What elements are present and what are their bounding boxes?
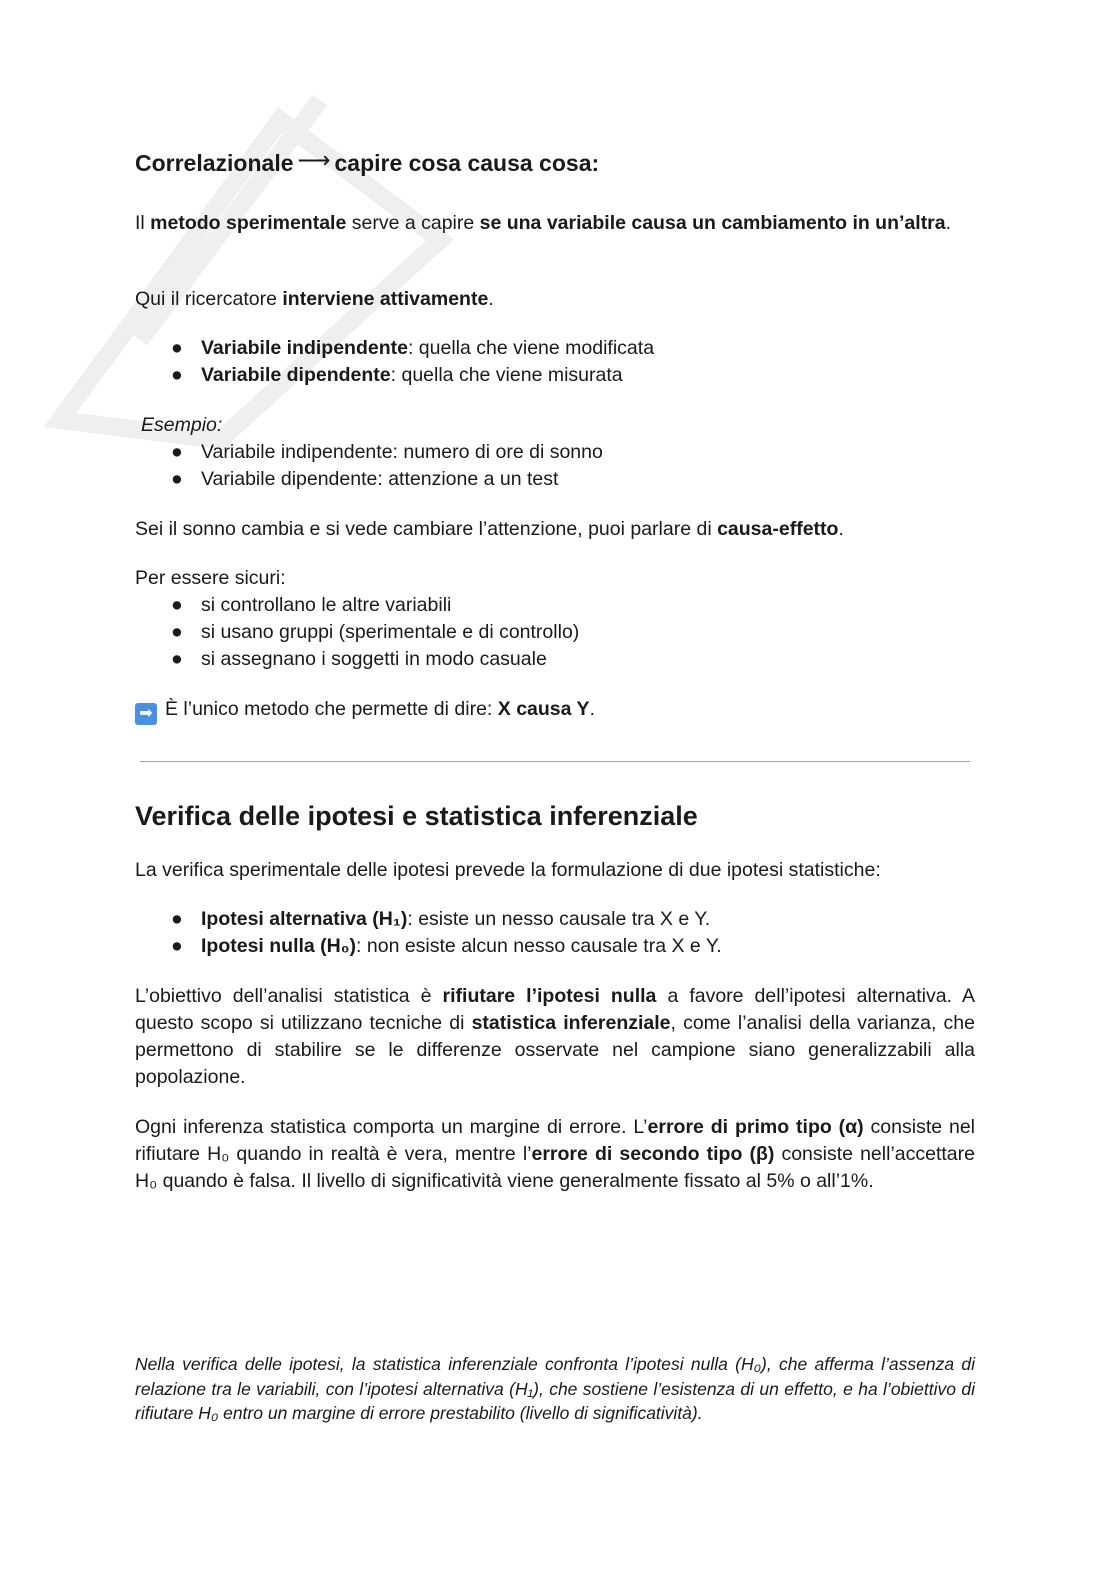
bold-run: causa-effetto: [717, 518, 839, 540]
text-run: consiste nel rifiutare H₀ quando in realtà è vera, mentre l’: [135, 1116, 975, 1165]
bold-run: Variabile dipendente: [201, 364, 391, 386]
list-item: [135, 619, 975, 646]
text-run: Qui il ricercatore: [135, 288, 283, 310]
example-label: Esempio:: [141, 414, 223, 436]
section2-title: Verifica delle ipotesi e statistica inferenziale: [135, 801, 698, 831]
bold-run: rifiutare l’ipotesi nulla: [442, 985, 657, 1007]
paragraph-obiettivo: [135, 983, 975, 1091]
summary-text: Nella verifica delle ipotesi, la statistica inferenziale confronta l’ipotesi nulla (H₀), che afferma l’assenza di relazione tra le variabili, con l’ipotesi alternativa (H₁), che sostiene l’esistenza di un effetto, e ha l’obiettivo di rifiutare H₀ entro un margine di errore prestabilito (livello di significatività).: [135, 1354, 975, 1423]
text-run: .: [838, 518, 844, 540]
paragraph-conclusion: [135, 696, 975, 725]
text-run: : quella che viene modificata: [407, 337, 655, 359]
variables-list: [135, 335, 975, 389]
bullet-icon: ●: [171, 648, 183, 670]
text-run: .: [488, 288, 494, 310]
text-run: : esiste un nesso causale tra X e Y.: [407, 908, 711, 930]
bold-run: interviene attivamente: [282, 288, 489, 310]
text-run: si assegnano i soggetti in modo casuale: [201, 648, 547, 670]
bold-run: Ipotesi alternativa (H₁): [201, 908, 408, 930]
bullet-icon: ●: [171, 621, 183, 643]
section2-intro: [135, 857, 975, 884]
bullet-icon: ●: [171, 908, 183, 930]
text-run: È l’unico metodo che permette di dire:: [165, 698, 498, 720]
list-item: [135, 335, 975, 362]
right-arrow-icon: ➡: [135, 703, 157, 725]
bold-run: statistica inferenziale: [471, 1012, 671, 1034]
bold-run: Variabile indipendente: [201, 337, 408, 359]
paragraph-metodo-sperimentale: [135, 210, 975, 237]
heading-left: Correlazionale: [135, 150, 294, 176]
list-item: [135, 466, 975, 493]
paragraph-errori: [135, 1114, 975, 1195]
bold-run: X causa Y: [497, 698, 590, 720]
long-arrow-icon: ⟶: [297, 147, 331, 173]
text-run: si controllano le altre variabili: [201, 594, 452, 616]
text-run: Variabile dipendente: attenzione a un test: [201, 468, 559, 490]
summary-block: [135, 1352, 975, 1426]
watermark-logo: [20, 40, 500, 460]
list-item: [135, 362, 975, 389]
text-run: a favore dell’ipotesi alternativa. A questo scopo si utilizzano tecniche di: [135, 985, 975, 1034]
text-run: consiste nell’accettare H₀ quando è falsa. Il livello di significatività viene generalmente fissato al 5% o all’1%.: [135, 1143, 975, 1192]
text-run: : quella che viene misurata: [390, 364, 623, 386]
text-run: Sei il sonno cambia e si vede cambiare l’attenzione, puoi parlare di: [135, 518, 718, 540]
heading-right: capire cosa causa cosa:: [334, 150, 600, 176]
text-run: , come l’analisi della varianza, che permettono di stabilire se le differenze osservate nel campione siano generalizzabili alla popolazione.: [135, 1012, 975, 1088]
controls-intro: Per essere sicuri:: [135, 567, 286, 589]
section1-heading: [135, 148, 975, 178]
horizontal-divider: [140, 761, 970, 762]
list-item: [135, 933, 975, 960]
list-item: [135, 439, 975, 466]
bold-run: Ipotesi nulla (H₀): [201, 935, 357, 957]
text-run: L’obiettivo dell’analisi statistica è: [135, 985, 443, 1007]
text-run: : non esiste alcun nesso causale tra X e Y.: [356, 935, 722, 957]
paragraph-ricercatore: [135, 286, 975, 313]
text-run: Variabile indipendente: numero di ore di sonno: [201, 441, 603, 463]
list-item: [135, 646, 975, 673]
intro-text: La verifica sperimentale delle ipotesi prevede la formulazione di due ipotesi statistiche:: [135, 859, 881, 881]
bullet-icon: ●: [171, 935, 183, 957]
text-run: .: [589, 698, 595, 720]
bullet-icon: ●: [171, 594, 183, 616]
text-run: si usano gruppi (sperimentale e di controllo): [201, 621, 580, 643]
list-item: [135, 906, 975, 933]
bold-run: se una variabile causa un cambiamento in un’altra: [479, 212, 946, 234]
bullet-icon: ●: [171, 441, 183, 463]
text-run: serve a capire: [346, 212, 480, 234]
text-run: Ogni inferenza statistica comporta un margine di errore. L’: [135, 1116, 648, 1138]
bold-run: errore di primo tipo (α): [647, 1116, 864, 1138]
bullet-icon: ●: [171, 364, 183, 386]
controls-block: [135, 565, 975, 673]
hypotheses-list: [135, 906, 975, 960]
bold-run: metodo sperimentale: [150, 212, 347, 234]
text-run: .: [945, 212, 952, 234]
section2-heading: [135, 799, 975, 833]
bold-run: errore di secondo tipo (β): [531, 1143, 775, 1165]
text-run: Il: [135, 212, 151, 234]
paragraph-causa-effetto: [135, 516, 975, 543]
bullet-icon: ●: [171, 337, 183, 359]
list-item: [135, 592, 975, 619]
example-block: [135, 412, 975, 493]
bullet-icon: ●: [171, 468, 183, 490]
